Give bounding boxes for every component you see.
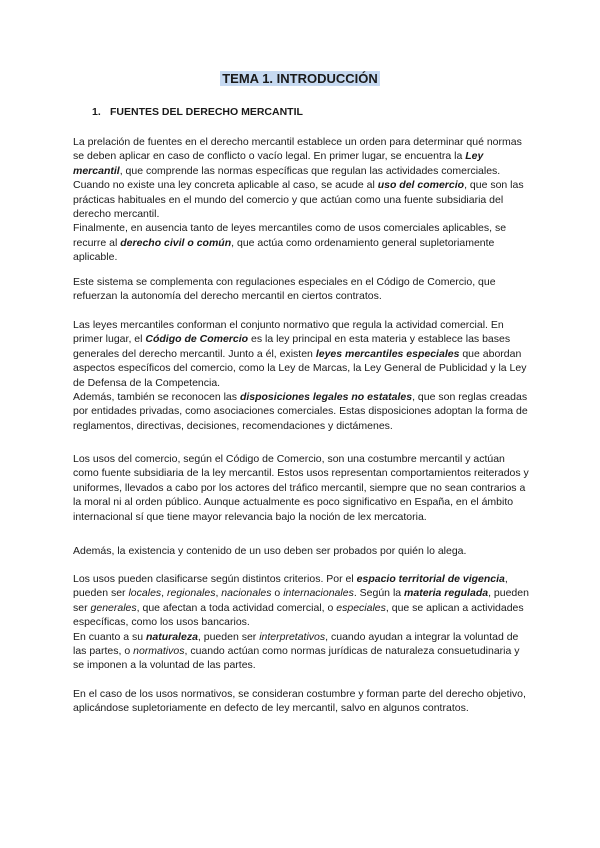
text-run: , que afectan a toda actividad comercial, o — [136, 601, 337, 614]
text-run: . Según la — [353, 587, 405, 600]
text-run: , que actúa como ordenamiento general supletoriamente aplicable. — [73, 236, 495, 264]
emphasis-codigo-de-comercio: Código de Comercio — [145, 333, 249, 346]
text-run: , pueden ser — [73, 573, 508, 600]
section-heading — [92, 105, 303, 119]
emphasis-disposiciones: disposiciones legales no estatales — [239, 391, 413, 404]
italic-nacionales: nacionales — [221, 587, 272, 600]
text-run: , — [161, 587, 167, 600]
text-run: es la ley principal en esta materia y establece las bases generales del derecho mercantil. Junto a él, existen — [73, 333, 511, 360]
emphasis-uso-del-comercio: uso del comercio — [377, 179, 465, 192]
italic-internacionales: internacionales — [283, 587, 354, 600]
text-run: Los usos pueden clasificarse según distintos criterios. Por el — [73, 573, 357, 585]
paragraph-6: Los usos del comercio, según el Código de Comercio, son una costumbre mercantil y actúan como fuente subsidiaria de la ley mercantil. Estos usos representan comportamientos reiterados y uniformes, llevados a cabo por los actores del tráfico mercantil, siempre que no sean contrarios a la moral ni al orden público. Aunque actualmente es poco significativo en España, en el ámbito internacional sí que tiene mayor relevancia bajo la noción de lex mercatoria. — [73, 453, 529, 523]
text-run: , — [215, 587, 222, 600]
emphasis-ley-mercantil: Ley mercantil — [73, 150, 484, 177]
paragraph-4 — [73, 318, 533, 390]
paragraph-block-leyes — [73, 318, 533, 433]
paragraph-10: En el caso de los usos normativos, se consideran costumbre y forman parte del derecho objetivo, aplicándose supletoriamente en defecto de ley mercantil, salvo en algunos contratos. — [73, 688, 526, 715]
paragraph-2 — [73, 221, 533, 264]
italic-regionales: regionales — [167, 587, 216, 600]
text-run: , que comprende las normas específicas que regulan las actividades comerciales. Cuando no existe una ley concreta aplicable al caso, se acude al — [73, 164, 501, 192]
italic-especiales: especiales — [336, 601, 386, 614]
text-run: , que se aplican a actividades específicas, como los usos bancarios. — [73, 601, 524, 629]
text-run: que abordan aspectos específicos del comercio, como la Ley de Marcas, la Ley General de Publicidad y la Ley de Defensa de la Competencia. — [73, 347, 527, 389]
text-run: , pueden ser — [197, 630, 260, 643]
text-run: , cuando ayudan a integrar la voluntad de las partes, o — [73, 630, 519, 658]
paragraph-block-usos — [73, 452, 533, 524]
paragraph-8 — [73, 572, 533, 630]
text-run: Finalmente, en ausencia tanto de leyes mercantiles como de usos comerciales aplicables, se recurre al — [73, 222, 507, 249]
text-run: , pueden ser — [73, 587, 529, 614]
emphasis-espacio-territorial: espacio territorial de vigencia — [356, 573, 505, 585]
paragraph-3: Este sistema se complementa con regulaciones especiales en el Código de Comercio, que refuerzan la autonomía del derecho mercantil en ciertos contratos. — [73, 276, 496, 303]
title-text: TEMA 1. INTRODUCCIÓN — [222, 71, 378, 86]
section-number: 1. — [92, 106, 101, 118]
italic-generales: generales — [90, 601, 137, 614]
text-run: Las leyes mercantiles conforman el conjunto normativo que regula la actividad comercial. En primer lugar, el — [73, 319, 504, 346]
italic-locales: locales — [128, 587, 162, 600]
text-run: La prelación de fuentes en el derecho mercantil establece un orden para determinar qué normas se deben aplicar en caso de conflicto o vacío legal. En primer lugar, se encuentra la — [73, 136, 522, 163]
paragraph-1 — [73, 135, 533, 221]
text-run: Además, también se reconocen las — [73, 391, 240, 404]
text-run: o — [271, 587, 284, 600]
emphasis-derecho-civil: derecho civil o común — [120, 236, 232, 249]
paragraph-9 — [73, 630, 533, 673]
paragraph-block-clasificacion — [73, 572, 533, 673]
italic-interpretativos: interpretativos — [259, 630, 326, 643]
emphasis-naturaleza: naturaleza — [145, 630, 198, 643]
paragraph-7: Además, la existencia y contenido de un uso deben ser probados por quién lo alega. — [73, 545, 467, 557]
document-title — [0, 71, 600, 87]
paragraph-5 — [73, 390, 533, 433]
paragraph-block-sistema — [73, 275, 533, 304]
paragraph-block-prelacion — [73, 135, 533, 265]
paragraph-block-prueba — [73, 544, 533, 558]
text-run: En cuanto a su — [73, 630, 146, 643]
paragraph-block-normativos — [73, 687, 533, 716]
text-run: , que son las prácticas habituales en el mundo del comercio y que actúan como una fuente subsidiaria del derecho mercantil. — [73, 179, 524, 221]
text-run: , que son reglas creadas por entidades privadas, como asociaciones comerciales. Estas disposiciones adoptan la forma de reglamentos, directivas, decisiones, recomendaciones y dictámenes. — [73, 391, 528, 432]
italic-normativos: normativos — [133, 645, 185, 658]
section-heading-text: FUENTES DEL DERECHO MERCANTIL — [110, 106, 303, 118]
text-run: , cuando actúan como normas jurídicas de naturaleza consuetudinaria y se imponen a la voluntad de las partes. — [73, 645, 520, 672]
emphasis-materia-regulada: materia regulada — [404, 587, 489, 600]
emphasis-leyes-especiales: leyes mercantiles especiales — [315, 347, 460, 360]
